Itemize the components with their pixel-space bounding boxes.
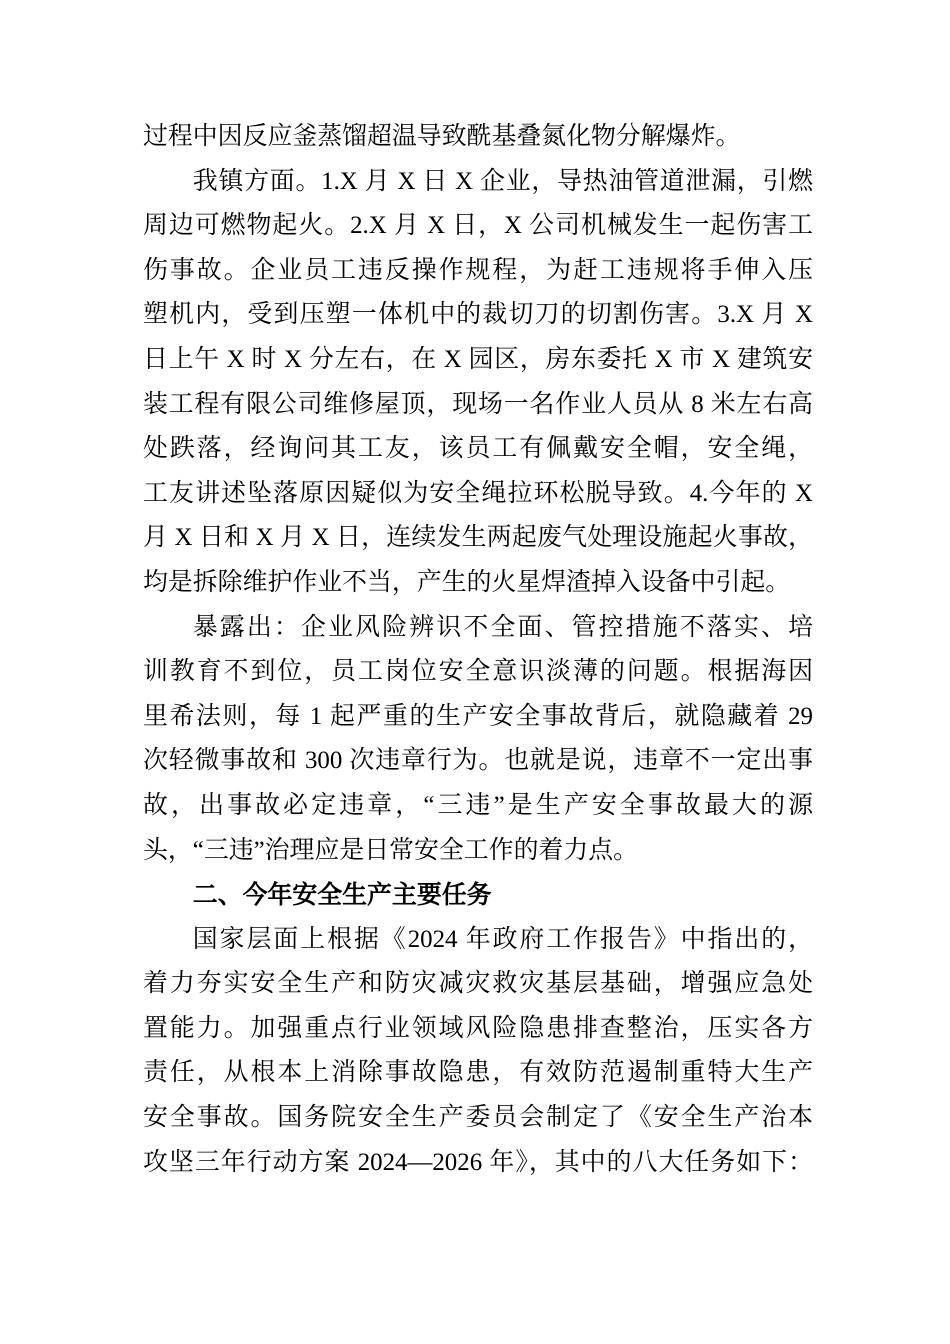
- text-line: 头，“三违”治理应是日常安全工作的着力点。: [143, 836, 639, 864]
- text-line: 日上午 X 时 X 分左右，在 X 园区，房东委托 X 市 X 建筑安: [143, 345, 813, 373]
- document-body: [143, 115, 813, 1185]
- text-line: 周边可燃物起火。2.X 月 X 日，X 公司机械发生一起伤害工: [143, 212, 813, 240]
- text-line: 国家层面上根据《2024 年政府工作报告》中指出的，: [192, 925, 813, 953]
- text-line: 我镇方面。1.X 月 X 日 X 企业，导热油管道泄漏，引燃: [192, 167, 813, 195]
- text-line: 伤事故。企业员工违反操作规程，为赶工违规将手伸入压: [143, 256, 813, 284]
- text-line: 着力夯实安全生产和防灾减灾救灾基层基础，增强应急处: [143, 970, 813, 998]
- text-line: 故，出事故必定违章，“三违”是生产安全事故最大的源: [143, 791, 813, 819]
- text-line: 责任，从根本上消除事故隐患，有效防范遏制重特大生产: [143, 1059, 813, 1087]
- text-line: 工友讲述坠落原因疑似为安全绳拉环松脱导致。4.今年的 X: [143, 479, 813, 507]
- section-heading: 二、今年安全生产主要任务: [192, 881, 492, 910]
- text-line: 装工程有限公司维修屋顶，现场一名作业人员从 8 米左右高: [143, 390, 813, 418]
- text-line: 攻坚三年行动方案 2024—2026 年》，其中的八大任务如下：: [143, 1148, 813, 1176]
- text-line: 置能力。加强重点行业领域风险隐患排查整治，压实各方: [143, 1014, 813, 1042]
- text-line: 塑机内，受到压塑一体机中的裁切刀的切割伤害。3.X 月 X: [143, 301, 813, 329]
- text-line: 里希法则，每 1 起严重的生产安全事故背后，就隐藏着 29: [143, 702, 813, 730]
- text-line: 安全事故。国务院安全生产委员会制定了《安全生产治本: [143, 1104, 813, 1132]
- text-line: 暴露出：企业风险辨识不全面、管控措施不落实、培: [192, 613, 813, 641]
- text-line: 均是拆除维护作业不当，产生的火星焊渣掉入设备中引起。: [143, 568, 791, 596]
- text-line: 训教育不到位，员工岗位安全意识淡薄的问题。根据海因: [143, 658, 813, 686]
- text-line: 处跌落，经询问其工友，该员工有佩戴安全帽，安全绳，: [143, 435, 813, 463]
- text-line: 月 X 日和 X 月 X 日，连续发生两起废气处理设施起火事故，: [143, 524, 813, 552]
- text-line: 次轻微事故和 300 次违章行为。也就是说，违章不一定出事: [143, 747, 813, 775]
- text-line: 过程中因反应釜蒸馏超温导致酰基叠氮化物分解爆炸。: [143, 123, 741, 150]
